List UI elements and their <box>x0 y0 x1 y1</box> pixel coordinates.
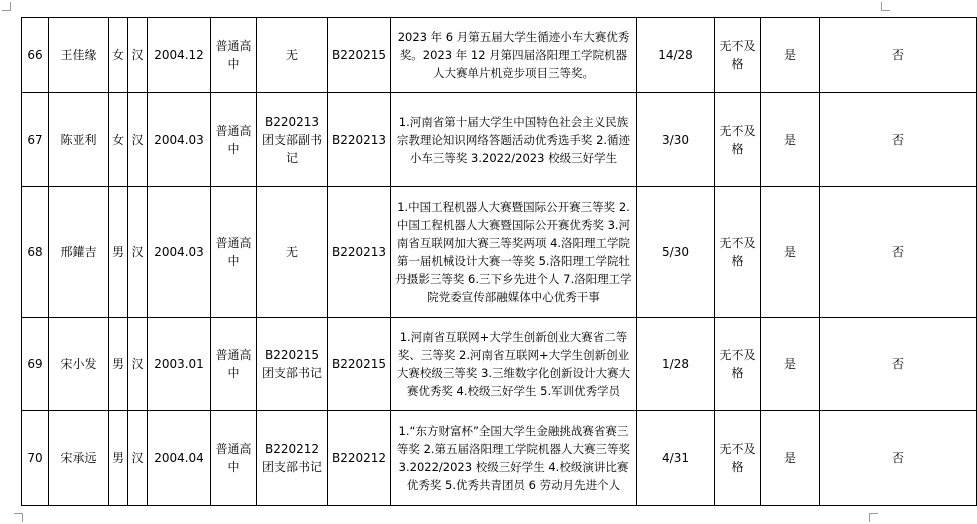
cell-gender: 女 <box>109 18 128 93</box>
cell-awards: 1.河南省互联网+大学生创新创业大赛省二等奖、三等奖 2.河南省互联网+大学生创新创业大赛校级三等奖 3.三维数字化创新设计大赛大赛优秀奖 4.校级三好学生 5.军训优秀学员 <box>391 318 637 411</box>
cell-school-type: 普通高中 <box>211 93 257 187</box>
cell-failed-courses: 无不及格 <box>715 18 761 93</box>
crop-mark-top-right <box>881 2 890 11</box>
cell-number: 69 <box>22 318 49 411</box>
table-row <box>22 411 977 506</box>
cell-awards: 1.河南省第十届大学生中国特色社会主义民族宗教理论知识网络答题活动优秀选手奖 2.循迹小车三等奖 3.2022/2023 校级三好学生 <box>391 93 637 187</box>
cell-school-type: 普通高中 <box>211 411 257 506</box>
cell-rank: 1/28 <box>637 318 715 411</box>
cell-school-type: 普通高中 <box>211 18 257 93</box>
cell-ethnicity: 汉 <box>128 411 148 506</box>
cell-number: 68 <box>22 187 49 318</box>
crop-mark-bottom-right <box>869 513 878 522</box>
table-row <box>22 318 977 411</box>
cell-name: 王佳缘 <box>49 18 109 93</box>
cell-position: B220213 团支部副书记 <box>257 93 328 187</box>
cell-position: B220215 团支部书记 <box>257 318 328 411</box>
cell-ethnicity: 汉 <box>128 187 148 318</box>
cell-awards: 1.“东方财富杯”全国大学生金融挑战赛省赛三等奖 2.第五届洛阳理工学院机器人大赛三等奖 3.2022/2023 校级三好学生 4.校级演讲比赛优秀奖 5.优秀共青团员 6 劳动月先进个人 <box>391 411 637 506</box>
cell-rank: 5/30 <box>637 187 715 318</box>
cell-flag: 否 <box>820 411 977 506</box>
cell-position: 无 <box>257 187 328 318</box>
cell-name: 邢鑵吉 <box>49 187 109 318</box>
cell-ethnicity: 汉 <box>128 93 148 187</box>
cell-class-id: B220215 <box>328 18 391 93</box>
cell-failed-courses: 无不及格 <box>715 318 761 411</box>
cell-school-type: 普通高中 <box>211 318 257 411</box>
crop-mark-top-left <box>2 2 11 11</box>
table-row <box>22 93 977 187</box>
cell-ethnicity: 汉 <box>128 18 148 93</box>
cell-birth-date: 2004.03 <box>148 187 211 318</box>
cell-failed-courses: 无不及格 <box>715 93 761 187</box>
cell-name: 宋承远 <box>49 411 109 506</box>
cell-rank: 4/31 <box>637 411 715 506</box>
cell-class-id: B220215 <box>328 318 391 411</box>
cell-number: 66 <box>22 18 49 93</box>
student-records-table <box>21 17 977 506</box>
cell-gender: 男 <box>109 187 128 318</box>
cell-name: 宋小发 <box>49 318 109 411</box>
cell-number: 67 <box>22 93 49 187</box>
cell-flag: 否 <box>820 318 977 411</box>
cell-birth-date: 2003.01 <box>148 318 211 411</box>
cell-eligible: 是 <box>761 318 820 411</box>
cell-flag: 否 <box>820 187 977 318</box>
cell-gender: 男 <box>109 318 128 411</box>
cell-name: 陈亚利 <box>49 93 109 187</box>
cell-flag: 否 <box>820 93 977 187</box>
cell-awards: 1.中国工程机器人大赛暨国际公开赛三等奖 2.中国工程机器人大赛暨国际公开赛优秀奖 3.河南省互联网加大赛三等奖两项 4.洛阳理工学院第一届机械设计大赛一等奖 5.洛阳理工学院牡丹摄影三等奖 6.三下乡先进个人 7.洛阳理工学院党委宣传部融媒体中心优秀干事 <box>391 187 637 318</box>
cell-class-id: B220213 <box>328 93 391 187</box>
cell-number: 70 <box>22 411 49 506</box>
cell-gender: 男 <box>109 411 128 506</box>
cell-class-id: B220213 <box>328 187 391 318</box>
cell-birth-date: 2004.12 <box>148 18 211 93</box>
cell-flag: 否 <box>820 18 977 93</box>
cell-eligible: 是 <box>761 411 820 506</box>
cell-awards: 2023 年 6 月第五届大学生循迹小车大赛优秀奖。2023 年 12 月第四届洛阳理工学院机器人大赛单片机竞步项目三等奖。 <box>391 18 637 93</box>
cell-gender: 女 <box>109 93 128 187</box>
cell-rank: 3/30 <box>637 93 715 187</box>
cell-eligible: 是 <box>761 18 820 93</box>
cell-ethnicity: 汉 <box>128 318 148 411</box>
crop-mark-bottom-left <box>14 513 23 522</box>
cell-school-type: 普通高中 <box>211 187 257 318</box>
cell-eligible: 是 <box>761 93 820 187</box>
cell-failed-courses: 无不及格 <box>715 187 761 318</box>
cell-eligible: 是 <box>761 187 820 318</box>
table-row <box>22 18 977 93</box>
table-row <box>22 187 977 318</box>
cell-position: 无 <box>257 18 328 93</box>
cell-birth-date: 2004.03 <box>148 93 211 187</box>
cell-birth-date: 2004.04 <box>148 411 211 506</box>
cell-class-id: B220212 <box>328 411 391 506</box>
cell-position: B220212 团支部书记 <box>257 411 328 506</box>
cell-failed-courses: 无不及格 <box>715 411 761 506</box>
cell-rank: 14/28 <box>637 18 715 93</box>
